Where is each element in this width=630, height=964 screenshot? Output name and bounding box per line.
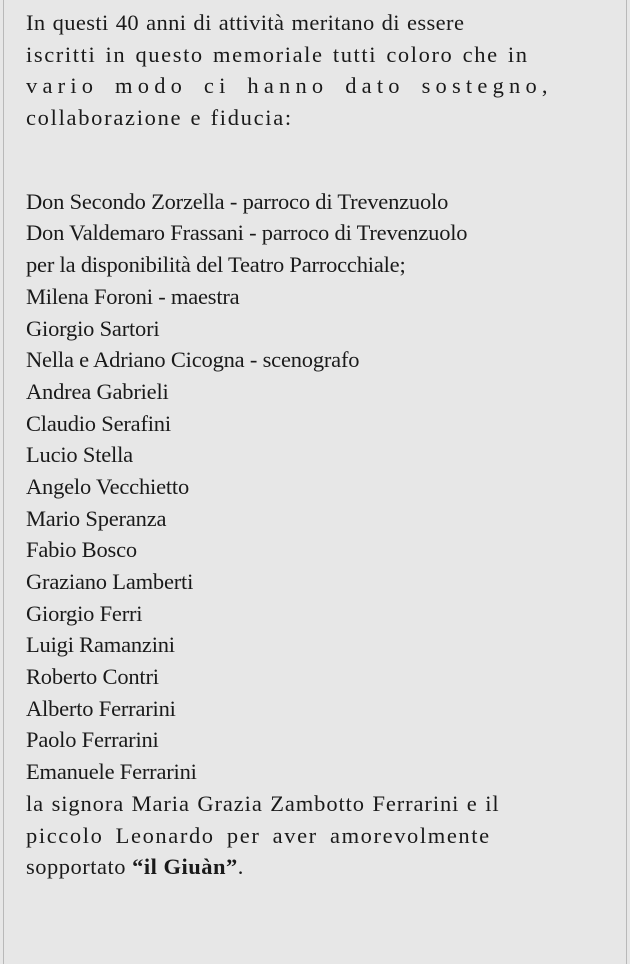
page-border-left [3, 0, 4, 964]
intro-line: In questi 40 anni di attività meritano di essere [26, 10, 465, 35]
page-border-right [626, 0, 627, 964]
list-item: Mario Speranza [26, 505, 167, 531]
list-item: per la disponibilità del Teatro Parrocchiale; [26, 252, 406, 278]
list-item: Luigi Ramanzini [26, 632, 175, 658]
list-item: Graziano Lamberti [26, 569, 194, 594]
list-item: Alberto Ferrarini [26, 695, 176, 721]
closing-line [26, 851, 600, 883]
closing-line: la signora Maria Grazia Zambotto Ferrarini e il [26, 790, 500, 816]
list-item: Nella e Adriano Cicogna - scenografo [26, 347, 360, 373]
intro-line: vario modo ci hanno dato sostegno, [26, 73, 553, 99]
closing-suffix: . [237, 854, 244, 880]
list-item: Milena Foroni - maestra [26, 283, 240, 309]
intro-paragraph [26, 7, 600, 134]
list-item: Lucio Stella [26, 442, 133, 468]
list-item: Angelo Vecchietto [26, 473, 190, 499]
list-item: Don Valdemaro Frassani - parroco di Trevenzuolo [26, 220, 468, 246]
list-item: Giorgio Sartori [26, 315, 160, 341]
closing-line: piccolo Leonardo per aver amorevolmente [26, 822, 491, 848]
list-item: Giorgio Ferri [26, 600, 143, 626]
memorial-text [26, 7, 600, 883]
list-item: Claudio Serafini [26, 410, 171, 436]
acknowledgement-list [26, 186, 600, 788]
list-item: Fabio Bosco [26, 537, 137, 563]
list-item: Roberto Contri [26, 664, 159, 690]
list-item: Emanuele Ferrarini [26, 759, 197, 785]
closing-prefix: sopportato [26, 854, 133, 880]
intro-line: collaborazione e fiducia: [26, 105, 293, 131]
list-item: Andrea Gabrieli [26, 378, 169, 404]
list-item: Don Secondo Zorzella - parroco di Trevenzuolo [26, 188, 449, 214]
show-title: “il Giuàn” [132, 854, 238, 880]
intro-line: iscritti in questo memoriale tutti coloro che in [26, 41, 529, 67]
closing-paragraph [26, 788, 600, 883]
list-item: Paolo Ferrarini [26, 727, 159, 753]
